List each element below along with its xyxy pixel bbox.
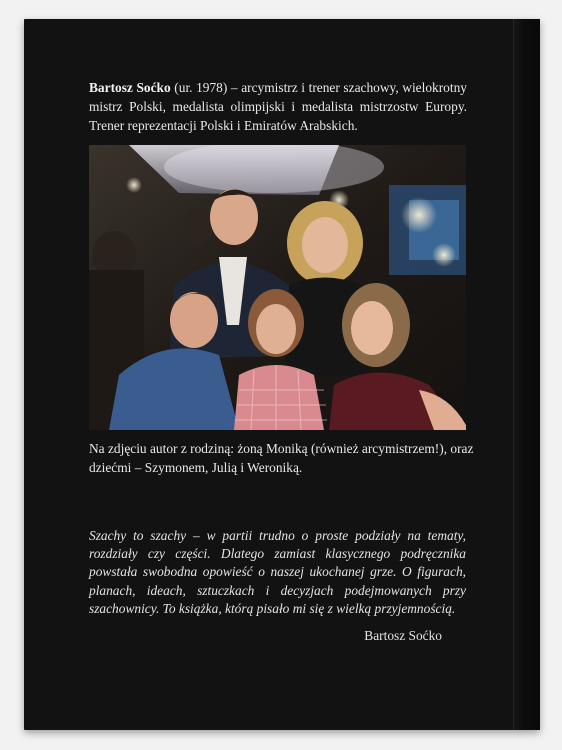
- spine-shade: [514, 19, 540, 730]
- family-photo: [89, 145, 466, 430]
- author-bio: [89, 78, 467, 135]
- author-quote: Szachy to szachy – w partii trudno o proste podziały na tematy, rozdziały czy części. Dlatego zamiast klasycznego podręcznika powstała swobodna opowieść o naszej ukochanej grze. O figurach, planach, ideach, sztuczkach i decyzjach podejmowanych przy szachownicy. To książka, którą pisało mi się z wielką przyjemnością.: [89, 528, 466, 616]
- author-bio-text: (ur. 1978) – arcymistrz i trener szachowy, wielokrotny mistrz Polski, medalista olimpijski i medalista mistrzostw Europy. Trener reprezentacji Polski i Emiratów Arabskich.: [89, 80, 467, 133]
- author-name: Bartosz Soćko: [89, 80, 171, 95]
- author-signature: Bartosz Soćko: [364, 628, 442, 643]
- family-photo-illustration: [89, 145, 466, 430]
- book-back-cover: [24, 19, 540, 730]
- photo-caption: Na zdjęciu autor z rodziną: żoną Moniką (również arcymistrzem!), oraz dziećmi – Szymonem, Julią i Weroniką.: [89, 441, 474, 475]
